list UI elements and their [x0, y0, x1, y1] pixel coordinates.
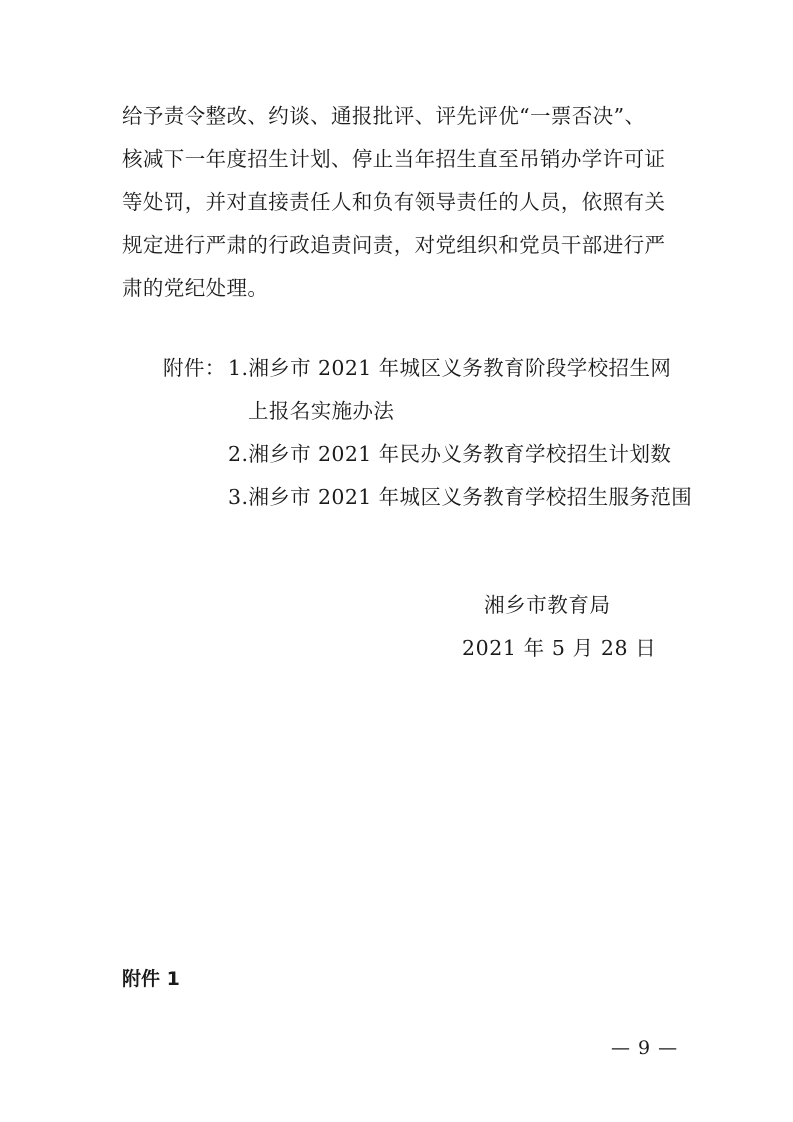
attachment-item-3: 3.湘乡市 2021 年城区义务教育学校招生服务范围 [228, 485, 693, 509]
issuer-name: 湘乡市教育局 [484, 593, 611, 617]
paragraph-line-3: 等处罚，并对直接责任人和负有领导责任的人员，依照有关 [122, 190, 666, 214]
attachment-item-1: 1.湘乡市 2021 年城区义务教育阶段学校招生网 [228, 356, 672, 380]
attachment-item-1-continued: 上报名实施办法 [248, 399, 395, 423]
next-attachment-title: 附件 1 [122, 968, 180, 990]
issue-date: 2021 年 5 月 28 日 [462, 636, 657, 660]
paragraph-line-2: 核减下一年度招生计划、停止当年招生直至吊销办学许可证 [122, 147, 666, 171]
attachments-label: 附件： [163, 356, 226, 380]
paragraph-line-5: 肃的党纪处理。 [122, 276, 269, 300]
paragraph-line-1: 给予责令整改、约谈、通报批评、评先评优“一票否决”、 [122, 104, 646, 128]
page-number: — 9 — [611, 1037, 679, 1059]
paragraph-line-4: 规定进行严肃的行政追责问责，对党组织和党员干部进行严 [122, 233, 666, 257]
attachment-item-2: 2.湘乡市 2021 年民办义务教育学校招生计划数 [228, 442, 672, 466]
